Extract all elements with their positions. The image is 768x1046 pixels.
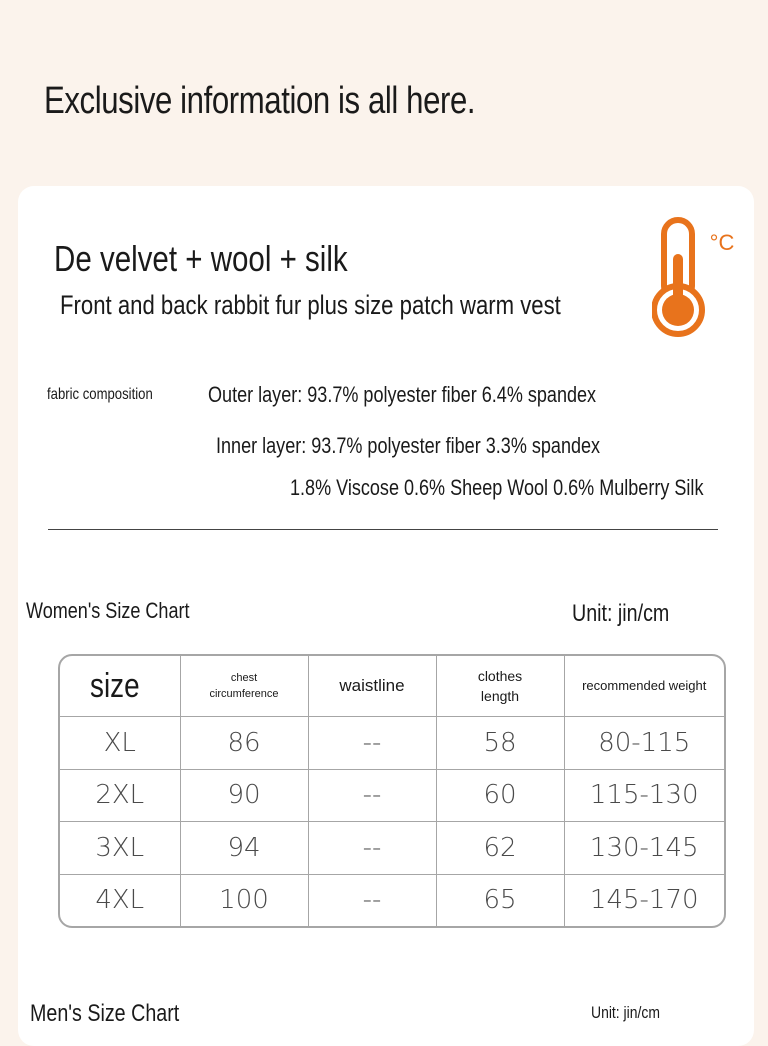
- page-headline: Exclusive information is all here.: [44, 80, 476, 122]
- table-row: [60, 822, 724, 875]
- cell-size: 4XL: [60, 874, 180, 926]
- header-chest: chest circumference: [180, 656, 308, 717]
- table-row: [60, 717, 724, 770]
- product-subtitle: Front and back rabbit fur plus size patch warm vest: [60, 290, 561, 320]
- cell-weight: 115-130: [564, 769, 724, 822]
- womens-size-table: [58, 654, 726, 928]
- cell-waistline: --: [308, 874, 436, 926]
- inner-layer-text: Inner layer: 93.7% polyester fiber 3.3% spandex: [216, 433, 601, 458]
- cell-chest: 86: [180, 717, 308, 770]
- cell-waistline: --: [308, 769, 436, 822]
- header-weight: recommended weight: [564, 656, 724, 717]
- cell-chest: 94: [180, 822, 308, 875]
- cell-size: 2XL: [60, 769, 180, 822]
- thermometer-icon: [652, 214, 744, 340]
- mens-unit-label: Unit: jin/cm: [591, 1003, 660, 1022]
- cell-chest: 90: [180, 769, 308, 822]
- cell-length: 65: [436, 874, 564, 926]
- womens-unit-label: Unit: jin/cm: [572, 600, 670, 627]
- cell-length: 58: [436, 717, 564, 770]
- cell-length: 60: [436, 769, 564, 822]
- cell-size: XL: [60, 717, 180, 770]
- fabric-composition-label: fabric composition: [47, 386, 153, 403]
- cell-length: 62: [436, 822, 564, 875]
- table-row: [60, 769, 724, 822]
- section-divider: [48, 529, 718, 530]
- cell-weight: 80-115: [564, 717, 724, 770]
- cell-weight: 130-145: [564, 822, 724, 875]
- outer-layer-text: Outer layer: 93.7% polyester fiber 6.4% spandex: [208, 382, 597, 407]
- product-title: De velvet + wool + silk: [54, 238, 348, 279]
- cell-waistline: --: [308, 717, 436, 770]
- cell-size: 3XL: [60, 822, 180, 875]
- celsius-label: °C: [709, 230, 735, 255]
- cell-weight: 145-170: [589, 885, 699, 916]
- header-length: clothes length: [436, 656, 564, 717]
- mens-size-chart-title: Men's Size Chart: [30, 1000, 180, 1027]
- inner-layer-extra-text: 1.8% Viscose 0.6% Sheep Wool 0.6% Mulberry Silk: [290, 475, 704, 500]
- womens-size-chart-title: Women's Size Chart: [26, 598, 190, 623]
- cell-chest: 100: [180, 874, 308, 926]
- header-size: size: [60, 656, 180, 717]
- table-row: [60, 874, 724, 926]
- table-header-row: [60, 656, 724, 717]
- cell-waistline: --: [308, 822, 436, 875]
- header-waistline: waistline: [308, 656, 436, 717]
